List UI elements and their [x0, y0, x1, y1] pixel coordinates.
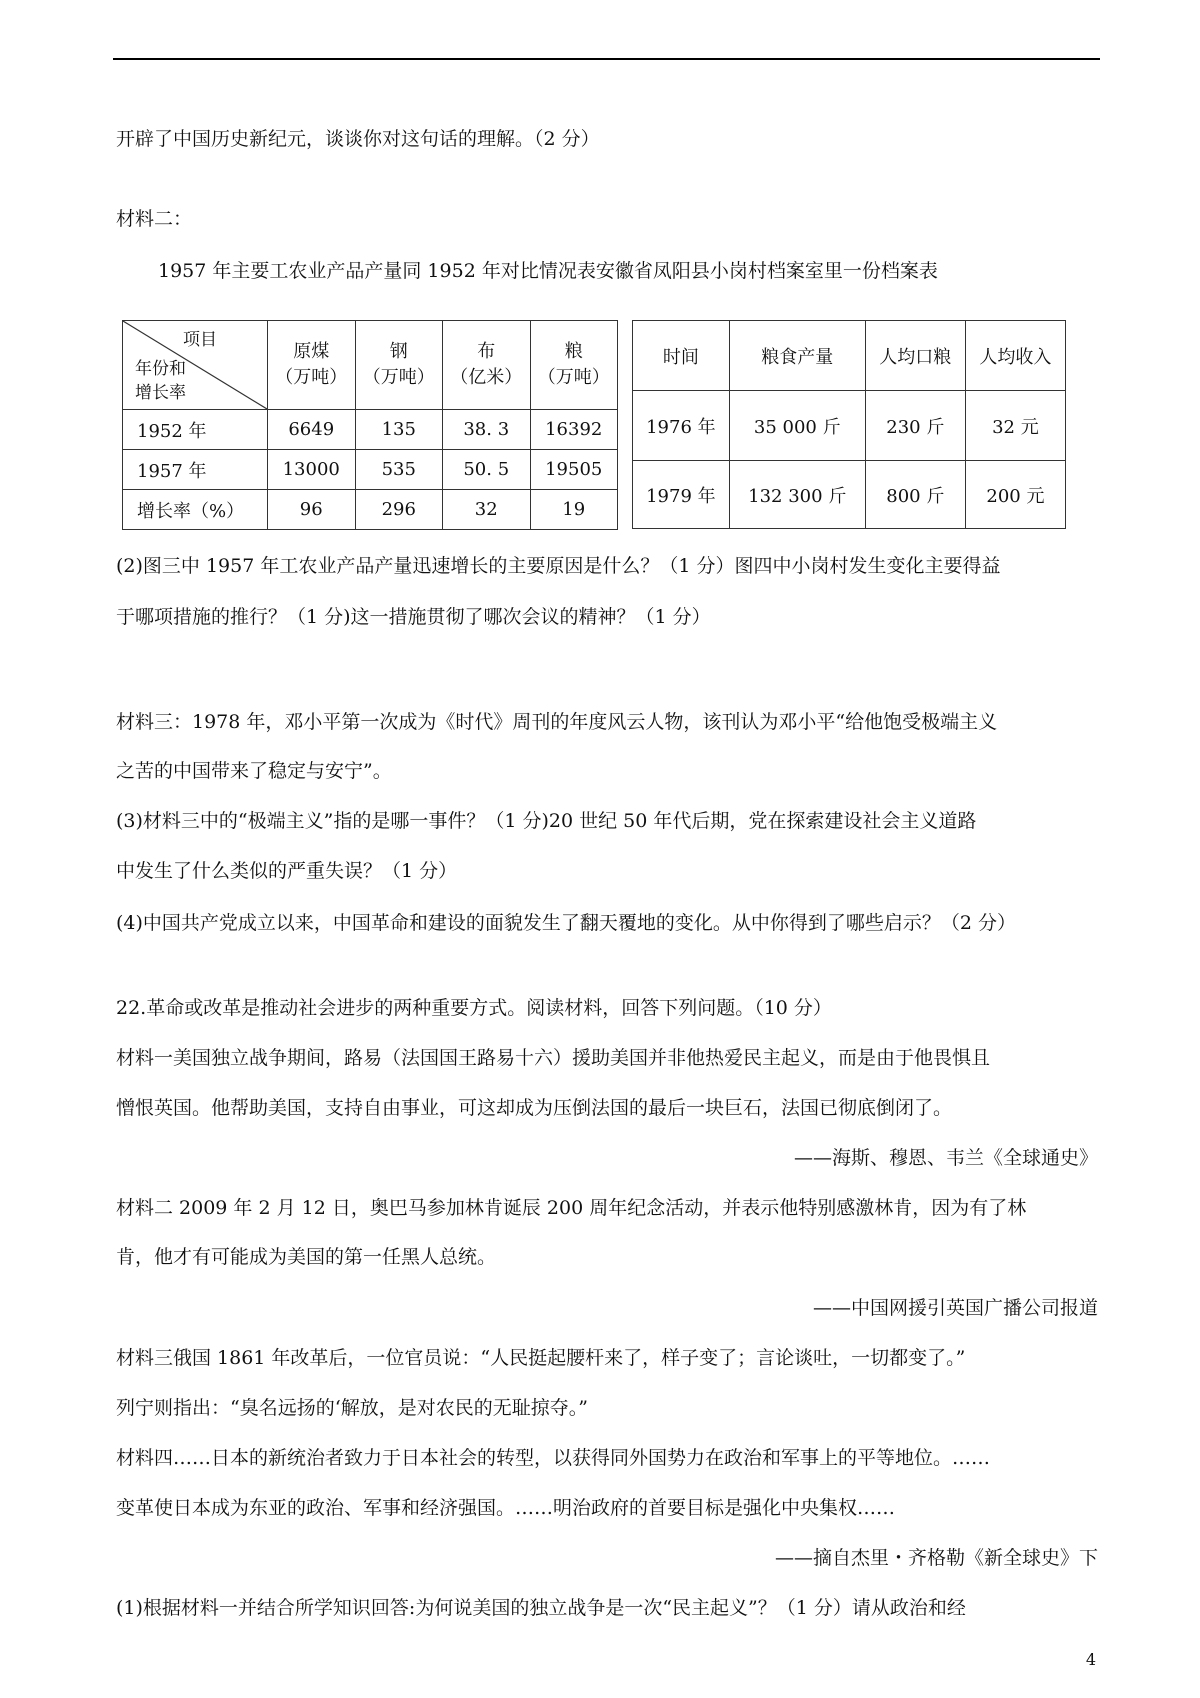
production-comparison-table	[122, 320, 618, 530]
table-cell: 135	[355, 410, 443, 450]
question-22-1: (1)根据材料一并结合所学知识回答:为何说美国的独立战争是一次“民主起义”？（1 分）请从政治和经	[116, 1597, 966, 1619]
citation-2: ——中国网援引英国广播公司报道	[812, 1297, 1098, 1319]
table-row	[633, 461, 1066, 529]
table-caption: 1957 年主要工农业产品产量同 1952 年对比情况表安徽省凤阳县小岗村档案室里一份档案表	[158, 260, 938, 282]
column-header-coal: 原煤 （万吨）	[268, 321, 356, 410]
table-cell: 535	[355, 450, 443, 490]
column-header-cloth: 布 （亿米）	[443, 321, 531, 410]
question-4: (4)中国共产党成立以来，中国革命和建设的面貌发生了翻天覆地的变化。从中你得到了哪些启示？（2 分）	[116, 912, 1017, 934]
table-cell: 296	[355, 490, 443, 530]
material-two-line-2: 肯，他才有可能成为美国的第一任黑人总统。	[116, 1246, 497, 1268]
citation-1: ——海斯、穆恩、韦兰《全球通史》	[793, 1147, 1098, 1169]
header-rule	[113, 58, 1100, 60]
table-row	[123, 450, 618, 490]
table-cell: 32	[443, 490, 531, 530]
table-row	[123, 410, 618, 450]
corner-item-label: 项目	[183, 330, 217, 350]
table-cell: 19	[530, 490, 618, 530]
table-cell: 50. 5	[443, 450, 531, 490]
material-two-label: 材料二：	[116, 208, 193, 230]
question-2-line-2: 于哪项措施的推行？（1 分)这一措施贯彻了哪次会议的精神？（1 分）	[116, 606, 711, 628]
table-cell: 230 斤	[865, 391, 965, 461]
citation-3: ——摘自杰里・齐格勒《新全球史》下	[774, 1547, 1098, 1569]
table-cell: 16392	[530, 410, 618, 450]
table-cell: 200 元	[965, 461, 1065, 529]
table-cell: 96	[268, 490, 356, 530]
table-cell: 800 斤	[865, 461, 965, 529]
table-row	[633, 391, 1066, 461]
table-cell: 1979 年	[633, 461, 730, 529]
row-label: 1957 年	[123, 450, 268, 490]
row-label: 增长率（%）	[123, 490, 268, 530]
table-cell: 1976 年	[633, 391, 730, 461]
material-two-line-1: 材料二 2009 年 2 月 12 日，奥巴马参加林肯诞辰 200 周年纪念活动，并表示他特别感激林肯，因为有了林	[116, 1197, 1027, 1219]
xiaogang-archive-table	[632, 320, 1066, 529]
table-cell: 6649	[268, 410, 356, 450]
material-three-b-line-2: 列宁则指出：“臭名远扬的‘解放，是对农民的无耻掠夺。”	[116, 1397, 588, 1419]
corner-year-label: 年份和 增长率	[135, 359, 186, 403]
material-four-line-1: 材料四……日本的新统治者致力于日本社会的转型，以获得同外国势力在政治和军事上的平等地位。……	[116, 1447, 991, 1469]
table-cell: 132 300 斤	[729, 461, 865, 529]
row-label: 1952 年	[123, 410, 268, 450]
material-four-line-2: 变革使日本成为东亚的政治、军事和经济强国。……明治政府的首要目标是强化中央集权……	[116, 1497, 896, 1519]
column-header-steel: 钢 （万吨）	[355, 321, 443, 410]
table-row	[123, 490, 618, 530]
question-3-line-2: 中发生了什么类似的严重失误？（1 分）	[116, 860, 458, 882]
table-cell: 13000	[268, 450, 356, 490]
material-one-line-2: 憎恨英国。他帮助美国，支持自由事业，可这却成为压倒法国的最后一块巨石，法国已彻底倒闭了。	[116, 1097, 953, 1119]
material-three-line-1: 材料三：1978 年，邓小平第一次成为《时代》周刊的年度风云人物，该刊认为邓小平“给他饱受极端主义	[116, 711, 998, 733]
table-cell: 32 元	[965, 391, 1065, 461]
question-22-title: 22.革命或改革是推动社会进步的两种重要方式。阅读材料，回答下列问题。（10 分）	[116, 997, 832, 1019]
table-cell: 35 000 斤	[729, 391, 865, 461]
column-header-time: 时间	[633, 321, 730, 391]
material-three-b-line-1: 材料三俄国 1861 年改革后，一位官员说：“人民挺起腰杆来了，样子变了；言论谈吐，一切都变了。”	[116, 1347, 966, 1369]
question-3-line-1: (3)材料三中的“极端主义”指的是哪一事件？（1 分)20 世纪 50 年代后期，党在探索建设社会主义道路	[116, 810, 977, 832]
question-continuation: 开辟了中国历史新纪元，谈谈你对这句话的理解。（2 分）	[116, 128, 600, 150]
table-cell: 38. 3	[443, 410, 531, 450]
material-one-line-1: 材料一美国独立战争期间，路易（法国国王路易十六）援助美国并非他热爱民主起义，而是由于他畏惧且	[116, 1047, 991, 1069]
column-header-grain-output: 粮食产量	[729, 321, 865, 391]
table-corner-header	[123, 321, 268, 410]
material-three-line-2: 之苦的中国带来了稳定与安宁”。	[116, 760, 392, 782]
question-2-line-1: (2)图三中 1957 年工农业产品产量迅速增长的主要原因是什么？（1 分）图四中小岗村发生变化主要得益	[116, 555, 1001, 577]
column-header-income: 人均收入	[965, 321, 1065, 391]
column-header-ration: 人均口粮	[865, 321, 965, 391]
table-cell: 19505	[530, 450, 618, 490]
page-number: 4	[1085, 1650, 1096, 1669]
column-header-grain: 粮 （万吨）	[530, 321, 618, 410]
